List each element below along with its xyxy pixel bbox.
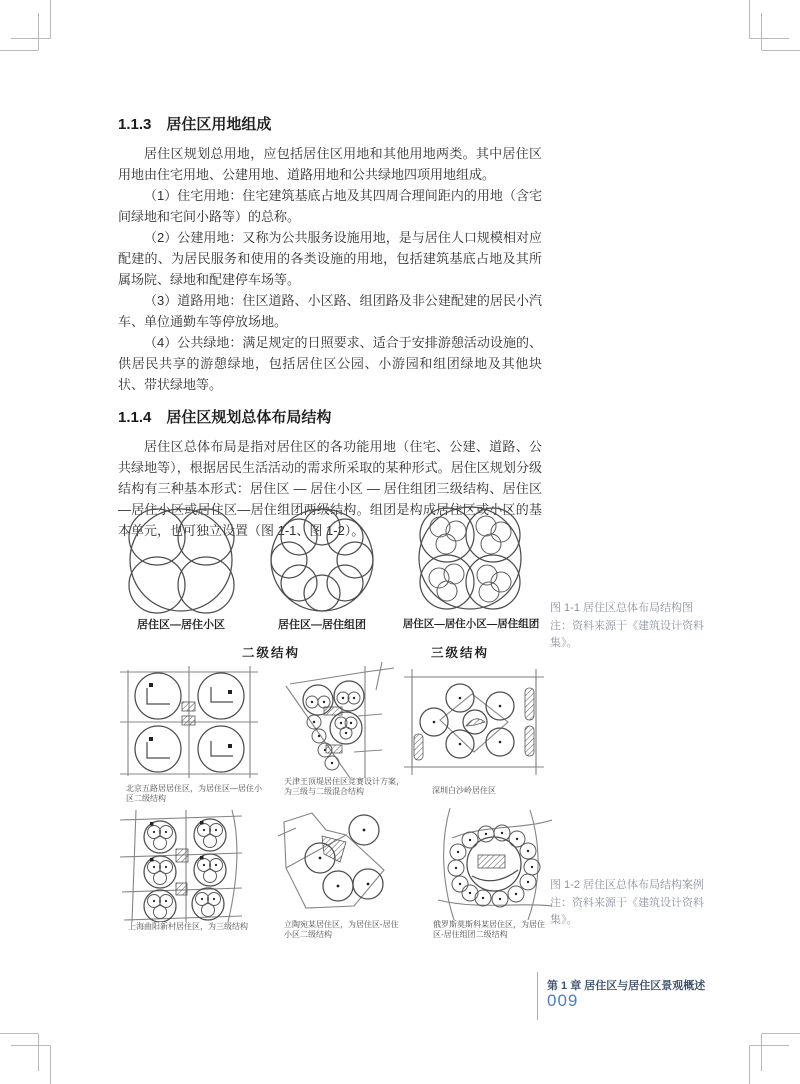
plan-caption-tianjin: 天津王顶堤居住区竞赛设计方案，为三级与二级混合结构 [284,777,404,796]
plan-sketch-tianjin [262,660,407,778]
figure-1-1-caption-title: 图 1-1 居住区总体布局结构图 [550,602,694,614]
main-text-column [118,113,542,541]
diagram-label-two-level-b: 居住区—居住组团 [278,619,366,631]
diagram-label-two-level-a: 居住区—居住小区 [137,619,225,631]
group-label-three-level: 三级结构 [430,646,489,660]
figure-1-1-structure-diagrams [118,498,542,620]
paragraph: （1）住宅用地：住宅建筑基底占地及其四周合理间距内的用地（含宅间绿地和宅间小路等）的总称。 [118,188,542,224]
paragraph: 居住区规划总用地，应包括居住区用地和其他用地两类。其中居住区用地由住宅用地、公建用地、道路用地和公共绿地四项用地组成。 [118,146,542,182]
plan-sketch-shenzhen [404,664,544,778]
plan-caption-shanghai: 上海曲阳新村居住区，为三级结构 [128,922,248,931]
figure-1-1-caption [550,600,718,653]
paragraph: 居住区总体布局是指对居住区的各功能用地（住宅、公建、道路、公共绿地等），根据居民生活活动的需求所采取的某种形式。居住区规划分级结构有三种基本形式：居住区 — 居住小区 — 居住组团三级结构、居住区—居住小区或居住区—居住组团两级结构。组团是构成居住区或小区的基本单元，也可独立设置（图 1-1、图 1-2）。 [118,439,542,538]
figure-1-2-caption-note: 注：资料来源于《建筑设计资料集》。 [550,896,704,926]
paragraph: （4）公共绿地：满足规定的日照要求、适合于安排游憩活动设施的、供居民共享的游憩绿地，包括居住区公园、小游园和组团绿地及其他块状、带状绿地等。 [118,335,542,392]
paragraph: （3）道路用地：住区道路、小区路、组团路及非公建配建的居民小汽车、单位通勤车等停放场地。 [118,293,542,329]
section-heading-1-1-3: 1.1.3 居住区用地组成 [118,116,272,133]
paragraph: （2）公建用地：又称为公共服务设施用地，是与居住人口规模相对应配建的、为居民服务和使用的各类设施的用地，包括建筑基底占地及其所属场院、绿地和配建停车场等。 [118,230,542,287]
plan-sketch-beijing [118,666,260,778]
plan-sketch-shanghai [120,810,242,922]
footer-page-number: 009 [547,991,579,1010]
figure-1-1-caption-note: 注：资料来源于《建筑设计资料集》。 [550,619,704,649]
group-label-two-level: 二级结构 [241,646,300,660]
section-heading-1-1-4: 1.1.4 居住区规划总体布局结构 [118,409,332,426]
plan-sketch-lithuania [276,808,388,918]
plan-sketch-moscow [428,808,552,920]
plan-caption-moscow: 俄罗斯莫斯科某居住区，为居住区-居住组团二级结构 [433,920,545,939]
diagram-label-three-level: 居住区—居住小区—居住组团 [402,618,540,630]
plan-caption-lithuania: 立陶宛某居住区，为居住区-居住小区二级结构 [284,920,399,939]
plan-caption-shenzhen: 深圳白沙岭居住区 [432,786,496,795]
footer-chapter-title: 第 1 章 居住区与居住区景观概述 [547,980,706,992]
plan-caption-beijing: 北京五路居居住区，为居住区—居住小区二级结构 [126,784,262,803]
figure-1-2-caption [550,877,718,930]
figure-1-2-caption-title: 图 1-2 居住区总体布局结构案例 [550,879,705,891]
footer-divider [537,972,538,1020]
